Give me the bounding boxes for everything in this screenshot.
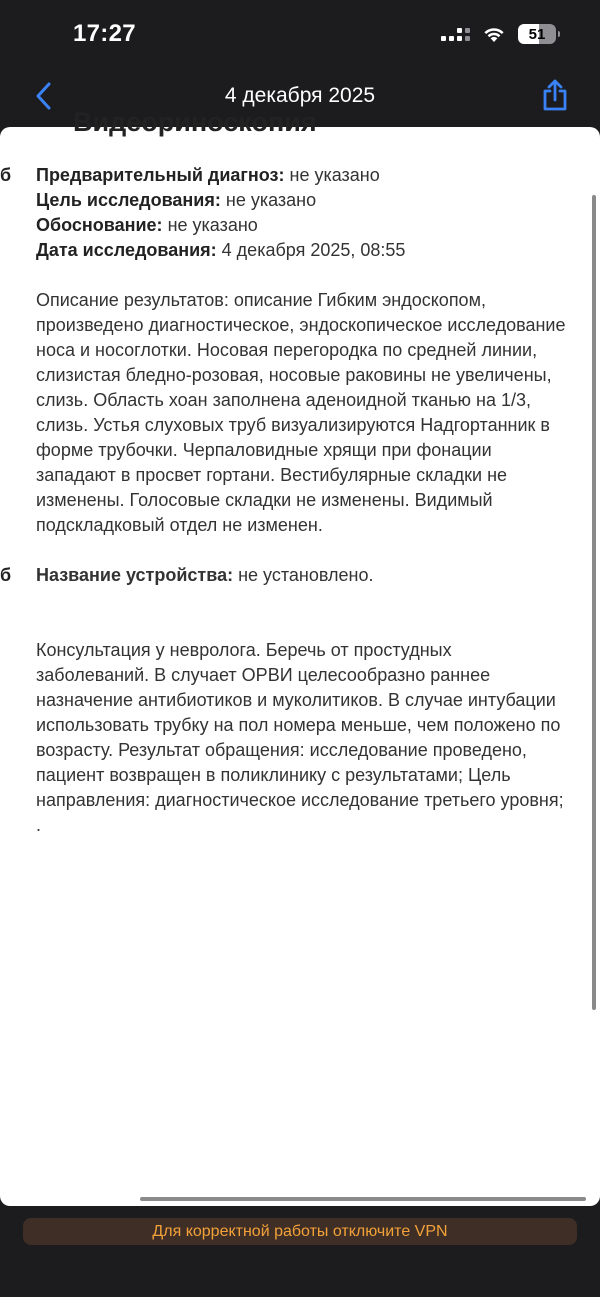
- status-icons: [441, 24, 556, 44]
- battery-icon: [518, 24, 556, 44]
- recommendations: Консультация у невролога. Беречь от простудных заболеваний. В случает ОРВИ целесообразно раннее назначение антибиотиков и муколитиков. В случае интубации использовать трубку на пол номера меньше, чем положено по возрасту. Результат обращения: исследование проведено, пациент возвращен в поликлинику с результатами; Цель направления: диагностическое исследование третьего уровня; .: [36, 640, 564, 835]
- status-bar: [0, 0, 600, 70]
- section-heading: Видеориноскопия: [73, 107, 317, 137]
- horizontal-scrollbar[interactable]: [140, 1197, 586, 1201]
- vpn-warning-text: Для корректной работы отключите VPN: [152, 1222, 448, 1240]
- field-label: Цель исследования:: [36, 190, 221, 210]
- wifi-icon: [482, 25, 506, 43]
- field-label: Дата исследования:: [36, 240, 217, 260]
- status-time: 17:27: [73, 20, 136, 47]
- vpn-warning-banner: [23, 1218, 577, 1245]
- field-study-purpose: [36, 188, 580, 213]
- vertical-scrollbar[interactable]: [592, 195, 596, 1010]
- fields-block: [0, 163, 580, 263]
- page-title: 4 декабря 2025: [224, 84, 376, 107]
- field-value: не указано: [225, 190, 317, 210]
- field-label: Название устройства:: [36, 565, 234, 585]
- field-label: Обоснование:: [36, 215, 163, 235]
- battery-level: 51: [528, 25, 546, 43]
- document-content: [0, 163, 580, 838]
- field-justification: [36, 213, 580, 238]
- results-description: Описание результатов: описание Гибким эндоскопом, произведено диагностическое, эндоскопическое исследование носа и носоглотки. Носовая перегородка по средней линии, слизистая бледно-розовая, носовые раковины не увеличены, слизь. Область хоан заполнена аденоидной тканью на 1/3, слизь. Устья слуховых труб визуализируются Надгортанник в форме трубочки. Черпаловидные хрящи при фонации западают в просвет гортани. Вестибулярные складки не изменены. Голосовые складки не изменены. Видимый подскладковый отдел не изменен.: [36, 290, 566, 535]
- cellular-signal-icon: [441, 28, 470, 41]
- field-value: не указано: [289, 165, 380, 185]
- field-value: 4 декабря 2025, 08:55: [221, 240, 406, 260]
- field-preliminary-diagnosis: [36, 163, 580, 188]
- share-button[interactable]: [540, 78, 570, 112]
- document-sheet[interactable]: [0, 107, 600, 1206]
- field-study-date: [36, 238, 580, 263]
- field-value: не установлено.: [238, 565, 374, 585]
- row-marker: б: [0, 565, 12, 585]
- field-value: не указано: [167, 215, 258, 235]
- field-label: Предварительный диагноз:: [36, 165, 285, 185]
- row-marker: б: [0, 165, 12, 185]
- device-row: [0, 563, 580, 588]
- share-icon: [540, 78, 570, 112]
